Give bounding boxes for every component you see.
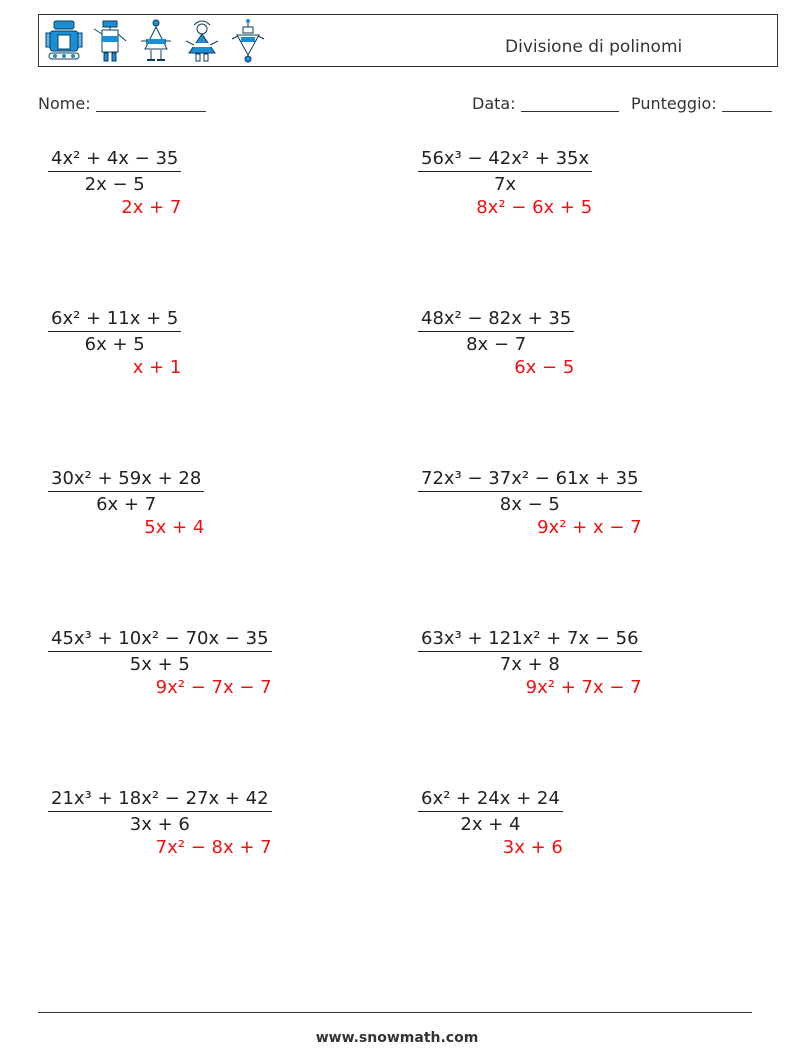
- answer: 7x² − 8x + 7: [155, 837, 272, 858]
- answer: 9x² + 7x − 7: [525, 677, 642, 698]
- robot-icons: [45, 19, 267, 65]
- answer: x + 1: [132, 357, 182, 378]
- problem-3: [48, 308, 181, 378]
- score-field: [631, 94, 772, 113]
- answer: 9x² − 7x − 7: [155, 677, 272, 698]
- page-title: Divisione di polinomi: [505, 37, 683, 57]
- footer-divider: [38, 1012, 752, 1013]
- problem-8: [418, 628, 642, 698]
- denominator: 5x + 5: [129, 654, 190, 675]
- denominator: 8x − 5: [499, 494, 560, 515]
- numerator: 45x³ + 10x² − 70x − 35: [48, 628, 272, 652]
- answer: 5x + 4: [144, 517, 205, 538]
- numerator: 6x² + 24x + 24: [418, 788, 563, 812]
- problem-2: [418, 148, 592, 218]
- denominator: 8x − 7: [466, 334, 527, 355]
- numerator: 21x³ + 18x² − 27x + 42: [48, 788, 272, 812]
- robot-icon: [137, 19, 175, 65]
- problem-5: [48, 468, 204, 538]
- denominator: 7x + 8: [499, 654, 560, 675]
- problem-6: [418, 468, 642, 538]
- name-blank: [96, 94, 206, 112]
- problem-1: [48, 148, 181, 218]
- robot-icon: [183, 19, 221, 65]
- numerator: 63x³ + 121x² + 7x − 56: [418, 628, 642, 652]
- name-field: [38, 94, 206, 113]
- numerator: 30x² + 59x + 28: [48, 468, 204, 492]
- footer-url: www.snowmath.com: [315, 1030, 479, 1046]
- answer: 3x + 6: [502, 837, 563, 858]
- answer: 2x + 7: [121, 197, 182, 218]
- denominator: 6x + 7: [96, 494, 157, 515]
- answer: 8x² − 6x + 5: [476, 197, 593, 218]
- denominator: 3x + 6: [129, 814, 190, 835]
- problem-10: [418, 788, 563, 858]
- denominator: 2x − 5: [84, 174, 145, 195]
- date-label: Data:: [472, 94, 516, 113]
- answer: 6x − 5: [514, 357, 575, 378]
- answer: 9x² + x − 7: [537, 517, 642, 538]
- robot-icon: [45, 19, 83, 65]
- robot-icon: [229, 19, 267, 65]
- problem-4: [418, 308, 574, 378]
- numerator: 4x² + 4x − 35: [48, 148, 181, 172]
- numerator: 48x² − 82x + 35: [418, 308, 574, 332]
- denominator: 2x + 4: [460, 814, 521, 835]
- date-blank: [521, 94, 619, 112]
- score-label: Punteggio:: [631, 94, 717, 113]
- name-label: Nome:: [38, 94, 91, 113]
- numerator: 56x³ − 42x² + 35x: [418, 148, 592, 172]
- numerator: 72x³ − 37x² − 61x + 35: [418, 468, 642, 492]
- header-box: [38, 14, 778, 67]
- score-blank: [722, 94, 772, 112]
- robot-icon: [91, 19, 129, 65]
- problem-9: [48, 788, 272, 858]
- numerator: 6x² + 11x + 5: [48, 308, 181, 332]
- problem-7: [48, 628, 272, 698]
- denominator: 7x: [494, 174, 517, 195]
- date-field: [472, 94, 619, 113]
- denominator: 6x + 5: [84, 334, 145, 355]
